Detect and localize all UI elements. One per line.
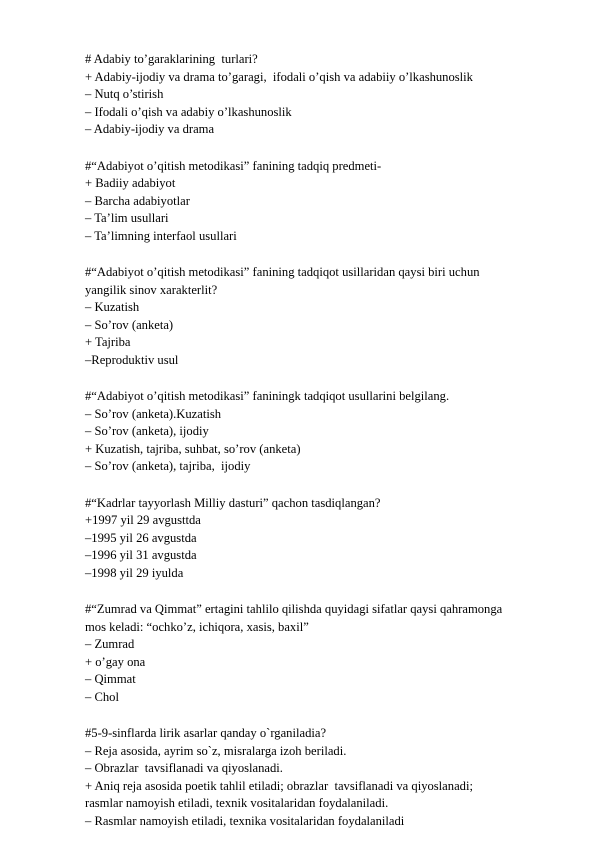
answer-option: – Ta’limning interfaol usullari [85, 228, 237, 243]
answer-option: –1996 yil 31 avgustda [85, 548, 197, 562]
answer-option: – So’rov (anketa) [85, 317, 174, 332]
answer-option: – Adabiy-ijodiy va drama [85, 122, 215, 136]
document-page [85, 51, 565, 849]
question-block-2 [85, 158, 565, 246]
answer-option: + Adabiy-ijodiy va drama to’garagi, ifodali o’qish va adabiiy o’lkashunoslik [85, 69, 473, 84]
answer-option: – Ifodali o’qish va adabiy o’lkashunoslik [85, 104, 292, 119]
answer-option: – Barcha adabiyotlar [85, 193, 190, 208]
answer-option: + Tajriba [85, 335, 131, 349]
answer-option: – Zumrad [85, 637, 135, 651]
answer-option: – So’rov (anketa).Kuzatish [85, 406, 222, 421]
answer-option: –Reproduktiv usul [85, 352, 179, 367]
question-text: #“Kadrlar tayyorlash Milliy dasturi” qachon tasdiqlangan? [85, 495, 381, 510]
question-text: #5-9-sinflarda lirik asarlar qanday o`rganiladia? [85, 726, 327, 740]
question-block-5 [85, 495, 565, 583]
question-text: #“Zumrad va Qimmat” ertagini tahlilo qilishda quyidagi sifatlar qaysi qahramonga [85, 602, 503, 616]
answer-option: –1998 yil 29 iyulda [85, 565, 184, 580]
answer-option: – Kuzatish [85, 300, 140, 314]
answer-option: +1997 yil 29 avgusttda [85, 513, 201, 527]
answer-option: – So’rov (anketa), ijodiy [85, 424, 209, 438]
question-text: #“Adabiyot o’qitish metodikasi” faniningk tadqiqot usullarini belgilang. [85, 389, 450, 403]
question-block-1 [85, 51, 565, 139]
question-block-3 [85, 264, 565, 369]
answer-option: + Kuzatish, tajriba, suhbat, so’rov (anketa) [85, 441, 301, 456]
answer-option: –1995 yil 26 avgustda [85, 530, 197, 545]
answer-option: – Reja asosida, ayrim so`z, misralarga izoh beriladi. [85, 743, 347, 758]
answer-option-continued: rasmlar namoyish etiladi, texnik vositalaridan foydalaniladi. [85, 796, 389, 810]
answer-option: + o’gay ona [85, 654, 146, 669]
question-block-7 [85, 725, 565, 830]
answer-option: – Chol [85, 689, 119, 704]
answer-option: – Qimmat [85, 672, 136, 686]
question-text-continued: yangilik sinov xarakterlit? [85, 282, 218, 297]
answer-option: – Ta’lim usullari [85, 211, 169, 225]
question-text: #“Adabiyot o’qitish metodikasi” fanining tadqiqot usillaridan qaysi biri uchun [85, 265, 480, 279]
answer-option: + Badiiy adabiyot [85, 176, 176, 190]
question-text: #“Adabiyot o’qitish metodikasi” fanining tadqiq predmeti- [85, 158, 382, 173]
answer-option: – Nutq o’stirish [85, 87, 164, 101]
answer-option: + Aniq reja asosida poetik tahlil etiladi; obrazlar tavsiflanadi va qiyoslanadi; [85, 778, 473, 793]
question-text-continued: mos keladi: “ochko’z, ichiqora, xasis, baxil” [85, 619, 309, 634]
question-text: # Adabiy to’garaklarining turlari? [85, 52, 258, 66]
question-block-4 [85, 388, 565, 476]
question-block-6 [85, 601, 565, 706]
answer-option: – Rasmlar namoyish etiladi, texnika vositalaridan foydalaniladi [85, 813, 405, 828]
answer-option: – Obrazlar tavsiflanadi va qiyoslanadi. [85, 761, 283, 775]
answer-option: – So’rov (anketa), tajriba, ijodiy [85, 459, 251, 473]
